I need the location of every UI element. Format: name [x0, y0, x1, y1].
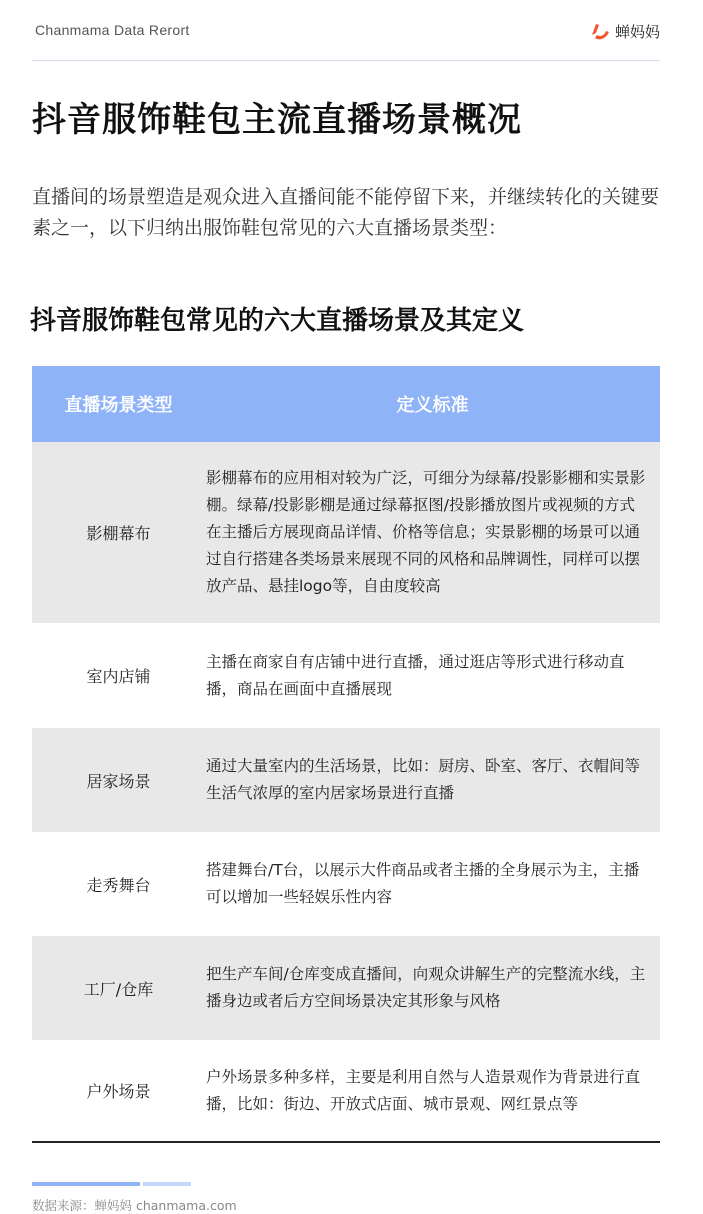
intro-paragraph: 直播间的场景塑造是观众进入直播间能不能停留下来，并继续转化的关键要素之一，以下归纳出服饰鞋包常见的六大直播场景类型：: [32, 186, 660, 239]
scene-type: 室内店铺: [32, 623, 205, 728]
data-source-note: 数据来源：蝉妈妈 chanmama.com: [32, 1198, 237, 1213]
scene-type: 居家场景: [32, 728, 205, 832]
footer-accent-bar-light: [143, 1182, 191, 1186]
scene-definition: 搭建舞台/T台，以展示大件商品或者主播的全身展示为主，主播可以增加一些轻娱乐性内容: [205, 832, 660, 936]
scene-definition: 户外场景多种多样，主要是利用自然与人造景观作为背景进行直播，比如：街边、开放式店面、城市景观、网红景点等: [205, 1040, 660, 1142]
page-title: 抖音服饰鞋包主流直播场景概况: [32, 100, 522, 140]
report-name: Chanmama Data Rerort: [35, 22, 190, 38]
report-header: [32, 0, 660, 61]
footer-accent-bar: [32, 1182, 140, 1186]
scene-type: 走秀舞台: [32, 832, 205, 936]
column-header-definition: 定义标准: [205, 366, 660, 442]
table-row: [32, 728, 660, 832]
table-row: [32, 936, 660, 1040]
table-row: [32, 832, 660, 936]
column-header-type: 直播场景类型: [32, 366, 205, 442]
brand-logo: [589, 20, 660, 42]
scene-definition: 把生产车间/仓库变成直播间，向观众讲解生产的完整流水线，主播身边或者后方空间场景决定其形象与风格: [205, 936, 660, 1040]
scene-definition: 主播在商家自有店铺中进行直播，通过逛店等形式进行移动直播，商品在画面中直播展现: [205, 623, 660, 728]
table-row: [32, 442, 660, 623]
scene-type: 影棚幕布: [32, 442, 205, 623]
table-row: [32, 623, 660, 728]
scene-definition: 影棚幕布的应用相对较为广泛，可细分为绿幕/投影影棚和实景影棚。绿幕/投影影棚是通过绿幕抠图/投影播放图片或视频的方式在主播后方展现商品详情、价格等信息；实景影棚的场景可以通过自行搭建各类场景来展现不同的风格和品牌调性，同样可以摆放产品、悬挂logo等，自由度较高: [205, 442, 660, 623]
scene-type: 工厂/仓库: [32, 936, 205, 1040]
section-subtitle: 抖音服饰鞋包常见的六大直播场景及其定义: [30, 306, 525, 336]
table-header-row: [32, 366, 660, 442]
scene-type: 户外场景: [32, 1040, 205, 1142]
brand-name: 蝉妈妈: [614, 22, 660, 41]
table-row: [32, 1040, 660, 1142]
chanmama-logo-icon: [589, 20, 611, 42]
scene-definition: 通过大量室内的生活场景，比如：厨房、卧室、客厅、衣帽间等生活气浓厚的室内居家场景进行直播: [205, 728, 660, 832]
scene-definition-table: [32, 366, 660, 1143]
